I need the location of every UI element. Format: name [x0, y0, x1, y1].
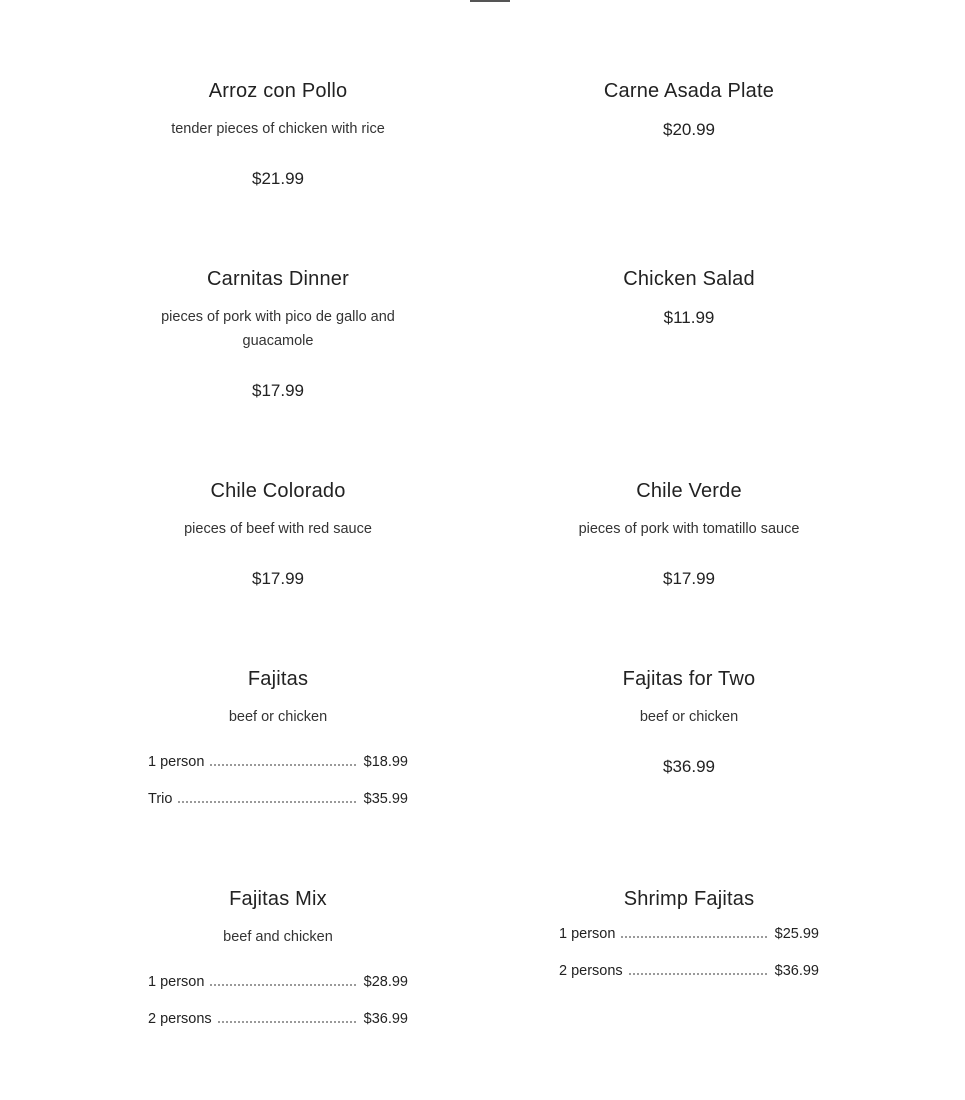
- dot-leader: [210, 984, 355, 986]
- menu-item-fajitas-for-two: [549, 667, 829, 778]
- price-option-row: [148, 753, 408, 790]
- item-title: Chile Verde: [636, 480, 742, 502]
- item-description: beef and chicken: [223, 929, 333, 945]
- menu-item-fajitas-mix: [138, 887, 418, 1047]
- item-description: pieces of beef with red sauce: [184, 521, 372, 537]
- menu-item-carnitas-dinner: [138, 267, 418, 402]
- item-price: $20.99: [663, 120, 715, 139]
- price-option-label: 1 person: [559, 926, 616, 942]
- price-options: [549, 925, 829, 999]
- item-description: pieces of pork with tomatillo sauce: [578, 521, 800, 537]
- item-description: beef or chicken: [639, 709, 739, 725]
- item-title: Fajitas: [247, 668, 309, 690]
- price-options: [138, 973, 418, 1047]
- menu-item-chile-verde: [549, 479, 829, 590]
- price-option-price: $36.99: [363, 1011, 408, 1027]
- dot-leader: [621, 936, 766, 938]
- item-title: Shrimp Fajitas: [623, 888, 755, 910]
- price-option-row: [148, 790, 408, 827]
- price-options: [138, 753, 418, 827]
- item-title: Fajitas for Two: [622, 668, 756, 690]
- item-title: Carnitas Dinner: [207, 268, 349, 290]
- price-option-row: [148, 973, 408, 1010]
- item-description: tender pieces of chicken with rice: [171, 121, 385, 137]
- item-price: $11.99: [663, 308, 715, 327]
- price-option-price: $28.99: [363, 974, 408, 990]
- price-option-label: 1 person: [148, 754, 205, 770]
- dot-leader: [210, 764, 355, 766]
- price-option-row: [559, 962, 819, 999]
- menu-item-fajitas: [138, 667, 418, 827]
- menu-item-shrimp-fajitas: [549, 887, 829, 999]
- price-option-label: 1 person: [148, 974, 205, 990]
- menu-item-carne-asada-plate: [549, 79, 829, 141]
- item-title: Carne Asada Plate: [603, 80, 775, 102]
- dot-leader: [218, 1021, 356, 1023]
- section-divider: [470, 0, 510, 2]
- item-price: $36.99: [663, 757, 715, 776]
- item-title: Chicken Salad: [623, 268, 755, 290]
- item-description: beef or chicken: [228, 709, 328, 725]
- item-description: pieces of pork with pico de gallo and guacamole: [161, 309, 395, 349]
- item-price: $17.99: [663, 569, 715, 588]
- dot-leader: [629, 973, 767, 975]
- price-option-label: Trio: [148, 791, 173, 807]
- menu-item-chicken-salad: [549, 267, 829, 329]
- price-option-price: $35.99: [363, 791, 408, 807]
- item-title: Chile Colorado: [210, 480, 346, 502]
- price-option-price: $36.99: [774, 963, 819, 979]
- item-title: Arroz con Pollo: [208, 80, 348, 102]
- item-price: $17.99: [252, 381, 304, 400]
- menu-item-arroz-con-pollo: [138, 79, 418, 190]
- item-price: $17.99: [252, 569, 304, 588]
- price-option-row: [148, 1010, 408, 1047]
- item-title: Fajitas Mix: [229, 888, 327, 910]
- price-option-price: $18.99: [363, 754, 408, 770]
- price-option-row: [559, 925, 819, 962]
- dot-leader: [178, 801, 355, 803]
- price-option-label: 2 persons: [148, 1011, 212, 1027]
- price-option-label: 2 persons: [559, 963, 623, 979]
- menu-item-chile-colorado: [138, 479, 418, 590]
- price-option-price: $25.99: [774, 926, 819, 942]
- item-price: $21.99: [252, 169, 304, 188]
